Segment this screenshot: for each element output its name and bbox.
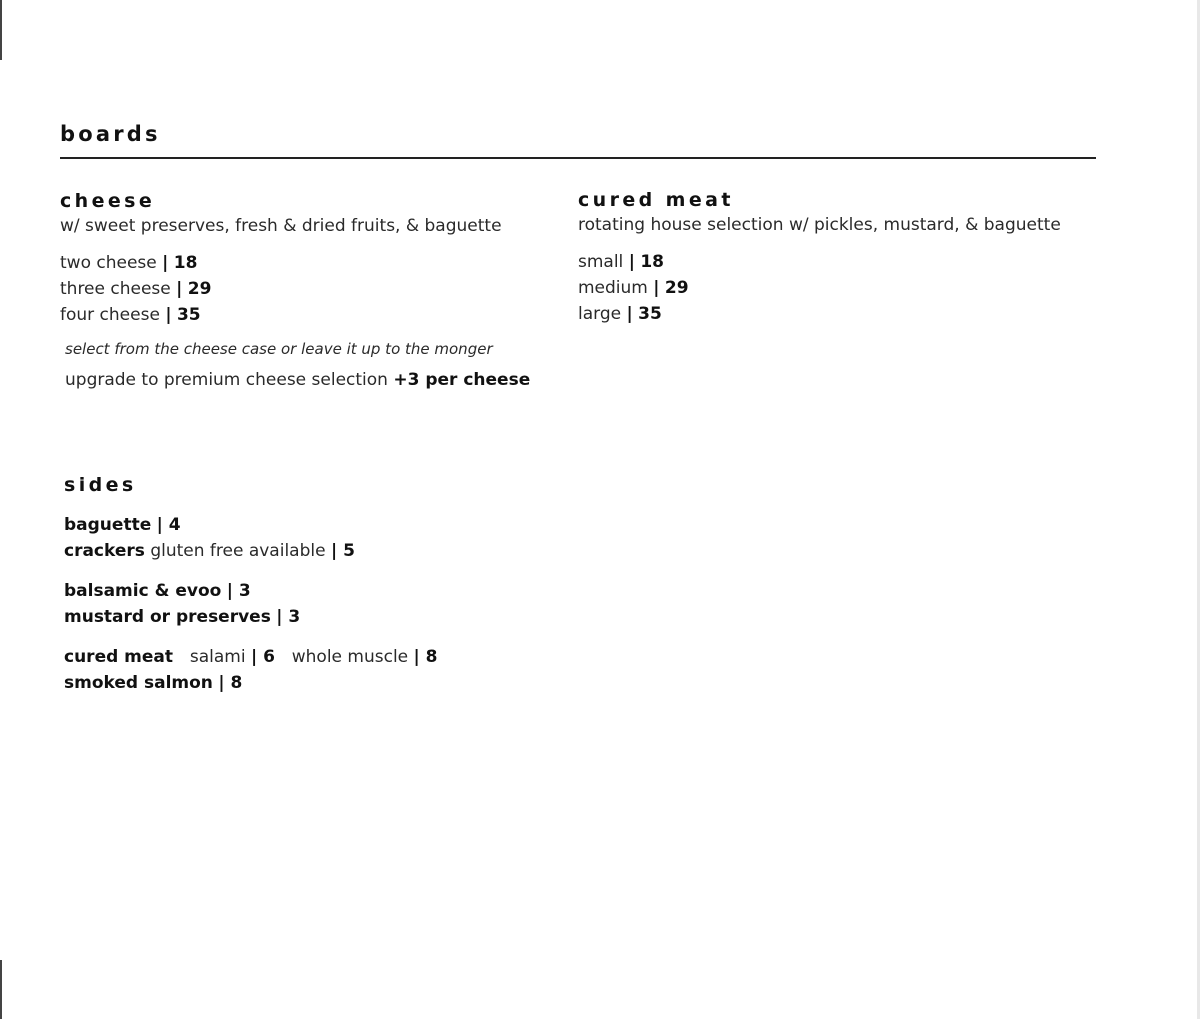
separator: | [176, 279, 183, 299]
cheese-note: select from the cheese case or leave it up to the monger [65, 340, 493, 358]
side-name: crackers [64, 541, 145, 561]
sides-section [64, 474, 664, 696]
side-name: cured meat [64, 647, 174, 667]
separator: | [628, 252, 635, 272]
separator: | [653, 278, 660, 298]
side-item-mustard [64, 604, 664, 630]
cheese-heading: cheese [60, 190, 156, 212]
side-price: | 6 [250, 647, 275, 667]
side-name: mustard or preserves [64, 607, 271, 627]
side-name: baguette [64, 515, 152, 535]
side-price: | 5 [330, 541, 355, 561]
side-price: | 3 [276, 607, 301, 627]
item-price: 29 [664, 278, 689, 298]
sides-heading: sides [64, 474, 137, 496]
item-name: three cheese [60, 279, 171, 299]
side-name: smoked salmon [64, 673, 213, 693]
cheese-board-section [60, 190, 560, 390]
sides-group [64, 512, 664, 564]
item-name: large [578, 304, 622, 324]
cured-meat-price-list [578, 249, 1098, 327]
cured-meat-heading: cured meat [578, 189, 734, 211]
side-item-baguette [64, 512, 664, 538]
item-price: 18 [173, 253, 198, 273]
side-option: salami [189, 647, 246, 667]
item-name: small [578, 252, 624, 272]
side-item-smoked-salmon [64, 670, 664, 696]
list-item [578, 275, 1098, 301]
side-price: | 4 [156, 515, 181, 535]
side-option: whole muscle [291, 647, 409, 667]
upgrade-price: +3 per cheese [393, 370, 531, 390]
cured-meat-description: rotating house selection w/ pickles, mustard, & baguette [578, 215, 1061, 235]
side-item-cured-meat [64, 644, 664, 670]
upgrade-line [65, 370, 560, 390]
side-price: | 3 [226, 581, 251, 601]
side-item-crackers [64, 538, 664, 564]
side-name: balsamic & evoo [64, 581, 222, 601]
item-name: two cheese [60, 253, 157, 273]
list-item [60, 302, 560, 328]
cured-meat-board-section [578, 189, 1098, 327]
separator: | [626, 304, 633, 324]
side-price: | 8 [218, 673, 243, 693]
item-price: 29 [187, 279, 212, 299]
upgrade-text: upgrade to premium cheese selection [65, 370, 388, 390]
page-title: boards [60, 122, 161, 146]
side-price: | 8 [413, 647, 438, 667]
item-name: medium [578, 278, 648, 298]
item-price: 18 [640, 252, 664, 272]
scan-edge [0, 0, 2, 60]
cheese-price-list [60, 250, 560, 328]
separator: | [162, 253, 169, 273]
list-item [60, 276, 560, 302]
list-item [60, 250, 560, 276]
sides-group [64, 644, 664, 696]
list-item [578, 301, 1098, 327]
sides-group [64, 578, 664, 630]
title-divider [60, 157, 1096, 159]
side-item-balsamic [64, 578, 664, 604]
item-price: 35 [638, 304, 662, 324]
list-item [578, 249, 1098, 275]
cheese-description: w/ sweet preserves, fresh & dried fruits, & baguette [60, 216, 502, 236]
scan-edge [0, 960, 2, 1019]
separator: | [165, 305, 172, 325]
item-name: four cheese [60, 305, 160, 325]
side-detail: gluten free available [150, 541, 326, 561]
item-price: 35 [176, 305, 201, 325]
